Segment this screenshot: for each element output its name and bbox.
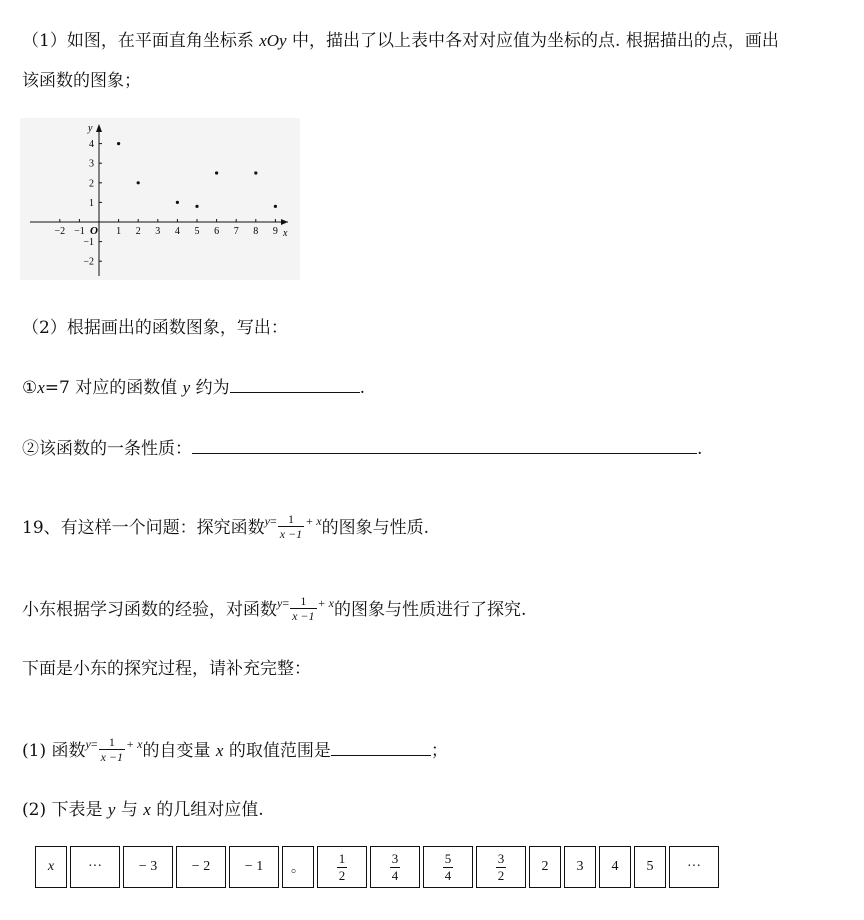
formula-num: 1 — [287, 512, 294, 526]
plotted-point — [215, 171, 218, 174]
value-table-cell: 5 — [634, 846, 666, 888]
part1-text-a: （1）如图，在平面直角坐标系 — [22, 31, 260, 51]
function-formula — [277, 594, 334, 623]
sub1-text-b: 的自变量 — [142, 741, 216, 761]
formula-den: x −1 — [279, 527, 303, 541]
q19-line2-a: 小东根据学习函数的经验，对函数 — [22, 600, 277, 620]
sub1-text-a: (1) 函数 — [22, 741, 86, 761]
x-tick-label: −1 — [74, 226, 85, 237]
item1-prefix: ① — [22, 378, 38, 398]
item2-answer-blank[interactable] — [192, 437, 697, 454]
part1-text-b: 中，描出了以上表中各对对应值为坐标的点. 根据描出的点，画出 — [286, 31, 779, 51]
sub2-text-c: 的几组对应值. — [150, 800, 264, 820]
item1-answer-blank[interactable] — [230, 376, 360, 393]
value-table-cell: 4 — [599, 846, 631, 888]
value-table-cell: $\frac{3}{2}$ — [476, 846, 526, 888]
part1-line2: 该函数的图象； — [22, 71, 141, 91]
formula-eq: = — [269, 514, 277, 528]
y-tick-label: 4 — [89, 139, 94, 151]
formula-lhs: y — [277, 596, 283, 610]
item1-var-x: x — [37, 378, 45, 397]
formula-plus: + x — [126, 737, 143, 751]
plotted-point — [274, 205, 277, 208]
x-tick-label: −2 — [54, 226, 66, 237]
plotted-point — [176, 201, 179, 204]
q19-sub2 — [22, 795, 264, 820]
value-table-cell: 3 — [564, 846, 596, 888]
x-tick-label: 5 — [194, 226, 200, 237]
y-tick-label: 3 — [89, 158, 94, 170]
plotted-point — [117, 142, 120, 145]
q19-line1 — [22, 513, 429, 549]
part2-title: （2）根据画出的函数图象，写出： — [22, 318, 288, 338]
formula-den: x −1 — [292, 609, 315, 623]
coordinate-system-name: xOy — [259, 31, 287, 50]
x-tick-label: 7 — [233, 226, 239, 237]
x-tick-label: 8 — [253, 226, 259, 237]
q19-line2-b: 的图象与性质进行了探究. — [333, 600, 527, 620]
formula-plus: + x — [317, 596, 334, 610]
value-table-cell: − 2 — [176, 846, 226, 888]
item2-text: ②该函数的一条性质： — [22, 439, 192, 459]
x-tick-label: 3 — [155, 226, 161, 237]
part2-item1 — [22, 373, 365, 398]
sub1-end: ； — [430, 741, 448, 761]
y-tick-label: 2 — [89, 178, 94, 190]
formula-plus: + x — [305, 514, 322, 528]
y-tick-label: 1 — [89, 197, 94, 209]
value-table-row — [35, 846, 719, 888]
formula-lhs: y — [264, 514, 270, 528]
sub2-var-y: y — [107, 800, 116, 819]
part1-line1 — [22, 26, 779, 51]
q19-line2 — [22, 595, 526, 631]
formula-eq: = — [90, 737, 98, 751]
x-tick-label: 2 — [135, 226, 141, 237]
item1-end: . — [359, 378, 366, 398]
y-tick-label: −2 — [83, 256, 94, 268]
value-table-cell: ··· — [70, 846, 120, 888]
value-table-cell: − 3 — [123, 846, 173, 888]
formula-num: 1 — [300, 594, 307, 608]
x-tick-label: 9 — [272, 226, 278, 237]
sub2-var-x: x — [143, 800, 151, 819]
x-tick-label: 1 — [116, 226, 122, 237]
formula-lhs: y — [85, 737, 91, 751]
y-axis-label: y — [88, 123, 93, 134]
formula-num: 1 — [108, 735, 115, 749]
q19-text-a: 19、有这样一个问题：探究函数 — [22, 518, 265, 538]
graph-background — [20, 118, 300, 280]
value-table-cell: 2 — [529, 846, 561, 888]
value-table-cell: $\frac{3}{4}$ — [370, 846, 420, 888]
y-tick-label: −1 — [83, 237, 94, 249]
item1-text: =7 对应的函数值 — [44, 378, 183, 398]
plotted-point — [137, 181, 140, 184]
plotted-point — [195, 205, 198, 208]
item2-end: . — [697, 439, 703, 459]
x-tick-label: 6 — [214, 226, 220, 237]
q19-sub1 — [22, 736, 448, 772]
plotted-point — [254, 171, 257, 174]
q19-text-b: 的图象与性质. — [321, 518, 430, 538]
function-formula — [265, 512, 322, 541]
item1-text-after: 约为 — [190, 378, 230, 398]
function-formula — [85, 735, 142, 764]
sub2-text-a: (2) 下表是 — [22, 800, 108, 820]
part2-item2 — [22, 434, 702, 459]
x-axis-label: x — [283, 228, 288, 239]
value-table-cell: $\frac{5}{4}$ — [423, 846, 473, 888]
value-table-cell: x — [35, 846, 67, 888]
sub1-var-x: x — [215, 741, 224, 760]
q19-line3: 下面是小东的探究过程，请补充完整： — [22, 659, 311, 679]
item1-var-y: y — [182, 378, 191, 397]
formula-den: x −1 — [100, 750, 124, 764]
origin-label: O — [90, 225, 98, 237]
formula-eq: = — [282, 596, 290, 610]
value-table-cell: 。 — [282, 846, 314, 888]
value-table-cell: $\frac{1}{2}$ — [317, 846, 367, 888]
value-table — [32, 846, 722, 888]
value-table-cell: ··· — [669, 846, 719, 888]
value-table-cell: − 1 — [229, 846, 279, 888]
domain-answer-blank[interactable] — [331, 739, 431, 756]
coordinate-graph — [20, 118, 300, 280]
x-tick-label: 4 — [174, 226, 180, 237]
sub2-text-b: 与 — [115, 800, 144, 820]
sub1-text-c: 的取值范围是 — [223, 741, 331, 761]
